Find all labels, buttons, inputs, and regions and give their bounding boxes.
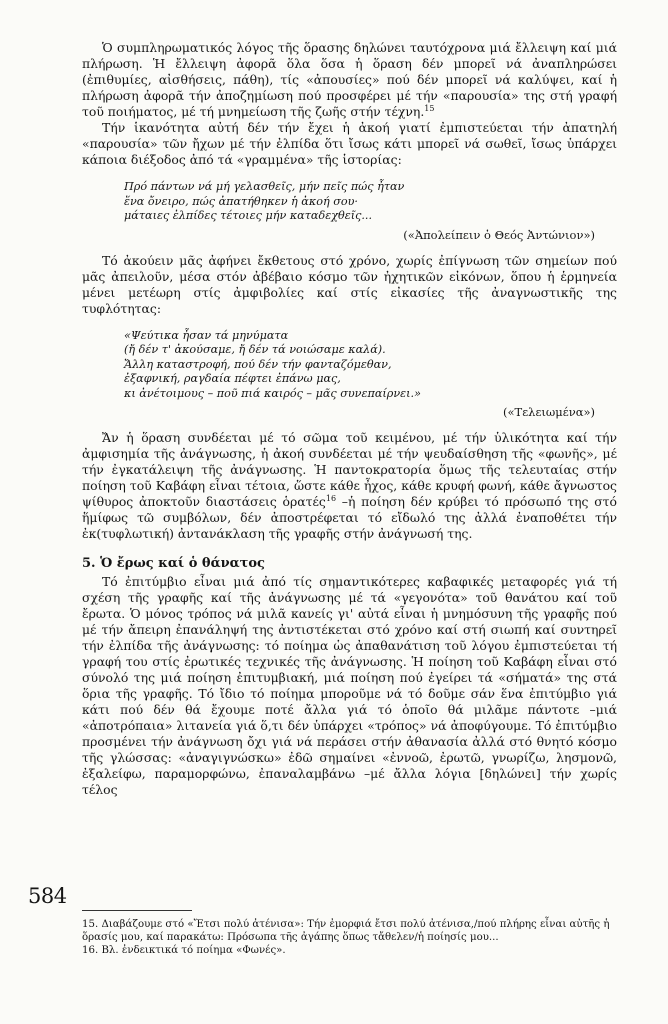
paragraph-2: Τήν ἱκανότητα αὐτή δέν τήν ἔχει ἡ ἀκοή γιατί ἐμπιστεύεται τήν ἀπατηλή «παρουσία» τῶν ἤχων μέ τήν ἐλπίδα ὅτι ἴσως κάτι μπορεῖ νά σωθεῖ, ἴσως ὑπάρχει κάποια διέξοδος ἀπό τά «γραμμένα» τῆς ἱστορίας: (82, 120, 617, 167)
page-number: 584 (28, 884, 67, 908)
paragraph-5: Τό ἐπιτύμβιο εἶναι μιά ἀπό τίς σημαντικότερες καβαφικές μεταφορές γιά τή σχέση τῆς γραφῆς καί τῆς ἀνάγνωσης μέ τά «γεγονότα» τοῦ θανάτου καί τοῦ ἔρωτα. Ὁ μόνος τρόπος νά μιλᾶ κανείς γι' αὐτά εἶναι ἡ μνημόσυνη τῆς γραφῆς πού μέ τήν ἄπειρη ἐπανάληψή της ἀντιστέκεται στό χρόνο καί στή σιωπή καί συντηρεῖ τήν ἐλπίδα τῆς ἀνάγνωσης: τό ποίημα ὡς ἀπαθανάτιση τοῦ λόγου ἐμπιστεύεται τή γραφή του στίς ἐρωτικές τεχνικές τῆς ἀνάγνωσης. Ἡ ποίηση τοῦ Καβάφη εἶναι στό σύνολό της μιά ποίηση ἐπιτυμβιακή, μιά ποίηση πού ἐγείρει τά «σήματά» της στά ὅρια τῆς γραφῆς. Τό ἴδιο τό ποίημα μποροῦμε νά τό δοῦμε σάν ἕνα ἐπιτύμβιο γιά κάτι πού δέν θά ἔχουμε ποτέ ἄλλα γιά τό ὁποῖο θά μιλᾶμε πάντοτε –μιά «ἀποτρόπαια» λιτανεία γιά ὅ,τι δέν ὑπάρχει «τρόπος» νά ἀποφύγουμε. Τό ἐπιτύμβιο προσμένει τήν ἀνάγνωση ὄχι γιά νά περάσει στήν ἀθανασία ἀλλά στό θνητό κόσμο τῆς γλώσσας: «ἀναγιγνώσκω» ἐδῶ σημαίνει «ἐννοῶ, ἐρωτῶ, γνωρίζω, λησμονῶ, ἐξαλείφω, παραμορφώνω, ἐπαναλαμβάνω –μέ ἄλλα λόγια [δηλώνει] τήν χωρίς τέλος (82, 574, 617, 797)
verse-source-1: («Ἀπολείπειν ὁ Θεός Ἀντώνιον») (403, 227, 595, 242)
verse-line: Πρό πάντων νά μή γελασθεῖς, μήν πεῖς πώς ἦταν (124, 180, 405, 193)
paragraph-4-text-a: Ἄν ἡ ὅραση συνδέεται μέ τό σῶμα τοῦ κειμένου, μέ τήν ὑλικότητα καί τήν ἀμφισημία τῆς ἀνάγνωσης, ἡ ἀκοή συνδέεται μέ τήν ψευδαίσθηση τῆς «φωνῆς», μέ τήν ἐγκατάλειψη τῆς ἀνάγνωσης. Ἡ παντοκρατορία ὅμως τῆς τελευταίας στήν ποίηση τοῦ Καβάφη εἶναι τέτοια, ὥστε κάθε ἦχος, κάθε κρυφή φωνή, κάθε ἄγνωστος ψίθυρος ἀποκτοῦν διαστάσεις ὁρατές (82, 430, 617, 509)
verse-source-2: («Τελειωμένα») (503, 405, 595, 419)
verse-line: ἕνα ὄνειρο, πώς ἀπατήθηκεν ἡ ἀκοή σου· (124, 194, 358, 208)
section-number: 5. (82, 556, 96, 571)
footnote-ref-16: 16 (325, 493, 337, 503)
main-text-column (82, 40, 617, 798)
paragraph-4-text-b: –ἡ ποίηση δέν κρύβει τό πρόσωπό της στό ἥμίφως τῶ συμβόλων, δέν ἀποστρέφεται τό εἴδωλό της ἀλλά ἐναποθέτει τήν ἐκ(τυφλωτική) ἀντανάκλαση τῆς γραφῆς στήν ἀνάγνωσή της. (82, 494, 617, 541)
paragraph-3: Τό ἀκούειν μᾶς ἀφήνει ἔκθετους στό χρόνο, χωρίς ἐπίγνωση τῶν σημείων πού μᾶς ἀπειλοῦν, μέσα στόν ἀβέβαιο κόσμο τῶν ἠχητικῶν εἰκόνων, ὅπου ἡ ἑρμηνεία μένει μετέωρη στίς ἀμφιβολίες καί στίς εἰκασίες τῆς ἀναγνωστικῆς της τυφλότητας: (82, 252, 617, 316)
footnote-divider (82, 910, 192, 911)
paragraph-4 (82, 430, 617, 542)
footnote-15: 15. Διαβάζουμε στό «Ἔτσι πολύ ἀτένισα»: Τήν ἐμορφιά ἔτσι πολύ ἀτένισα,/πού πλήρης εἶναι αὐτῆς ἡ ὅρασίς μου, καί παρακάτω: Πρόσωπα τῆς ἀγάπης ὅπως τἄθελεν/ἡ ποίησίς μου... (82, 919, 610, 943)
verse-line: κι ἀνέτοιμους – ποῦ πιά καιρός – μᾶς συνεπαίρνει.» (124, 386, 421, 400)
paragraph-1-text: Ὁ συμπληρωματικός λόγος τῆς ὅρασης δηλώνει ταυτόχρονα μιά ἔλλειψη καί μιά πλήρωση. Ἡ ἔλλειψη ἀφορᾶ ὅλα ὅσα ἡ ὅραση δέν μπορεῖ νά ἀναπληρώσει (ἐπιθυμίες, αἰσθήσεις, πάθη), τίς «ἀπουσίες» πού δέν μπορεῖ νά καλύψει, καί ἡ πλήρωση ἀφορᾶ τήν ἀποζημίωση πού προσφέρει μέ τήν «παρουσία» της στή γραφή τοῦ ποιήματος, μέ τή μνημείωση τῆς ζωῆς στήν τέχνη. (82, 40, 617, 119)
verse-line: μάταιες ἐλπίδες τέτοιες μήν καταδεχθεῖς... (124, 209, 373, 222)
verse-line: «Ψεύτικα ἦσαν τά μηνύματα (124, 328, 289, 342)
footnote-ref-15: 15 (424, 103, 435, 113)
footnote-16: 16. Βλ. ἐνδεικτικά τό ποίημα «Φωνές». (82, 945, 286, 956)
footnotes (82, 918, 617, 957)
section-title: Ὁ ἔρως καί ὁ θάνατος (100, 556, 265, 571)
verse-line: ἐξαφνική, ραγδαία πέφτει ἐπάνω μας, (124, 372, 341, 385)
section-heading (82, 556, 617, 572)
verse-line: Ἄλλη καταστροφή, πού δέν τήν φανταζόμεθαν, (124, 357, 392, 371)
paragraph-1 (82, 40, 617, 120)
verse-quote-1 (124, 180, 544, 224)
verse-line: (ἤ δέν τ' ἀκούσαμε, ἤ δέν τά νοιώσαμε καλά). (124, 343, 386, 356)
verse-quote-2 (124, 329, 544, 402)
